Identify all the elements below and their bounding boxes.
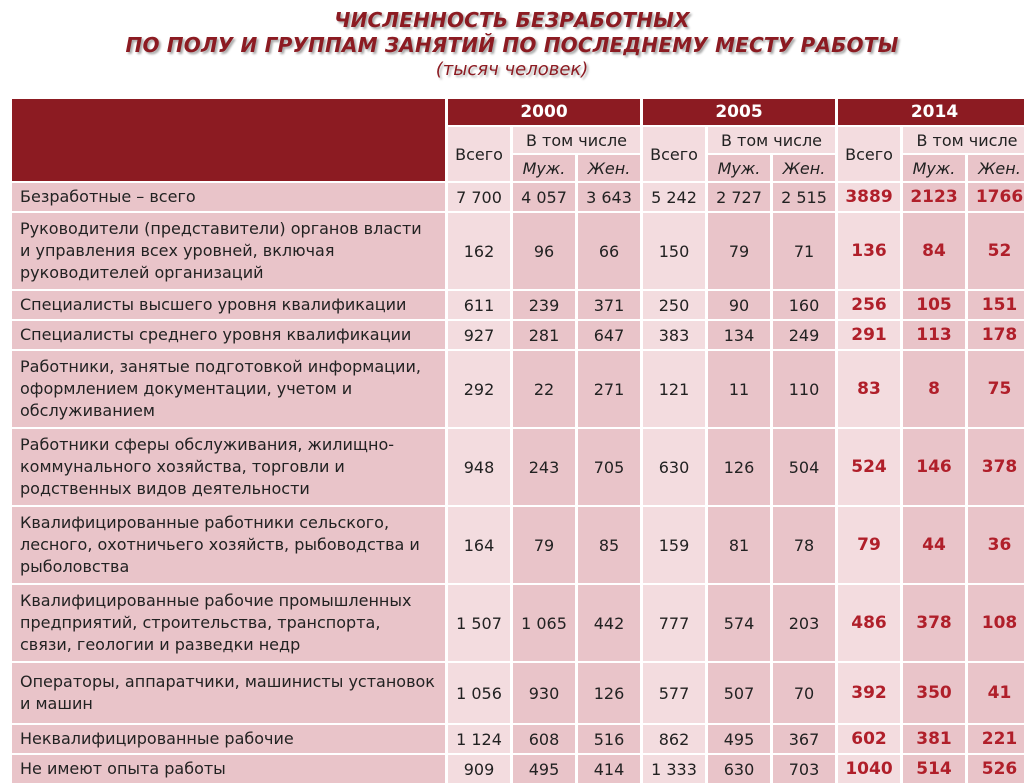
table-cell: 36 bbox=[968, 507, 1024, 583]
table-cell: 75 bbox=[968, 351, 1024, 427]
male-header-2000: Муж. bbox=[513, 155, 575, 181]
table-cell: 44 bbox=[903, 507, 965, 583]
units-subtitle: (тысяч человек) bbox=[435, 59, 589, 80]
table-cell: 495 bbox=[708, 725, 770, 753]
unemployment-table bbox=[12, 99, 1024, 783]
row-label: Работники сферы обслуживания, жилищно-коммунального хозяйства, торговли и родственных видов деятельности bbox=[12, 429, 445, 505]
table-cell: 371 bbox=[578, 291, 640, 319]
table-cell: 524 bbox=[838, 429, 900, 505]
table-cell: 504 bbox=[773, 429, 835, 505]
row-label: Работники, занятые подготовкой информации, оформлением документации, учетом и обслуживанием bbox=[12, 351, 445, 427]
table-header-corner bbox=[12, 99, 445, 181]
table-cell: 367 bbox=[773, 725, 835, 753]
row-label: Операторы, аппаратчики, машинисты установок и машин bbox=[12, 663, 445, 723]
table-cell: 79 bbox=[708, 213, 770, 289]
table-cell: 243 bbox=[513, 429, 575, 505]
table-cell: 126 bbox=[578, 663, 640, 723]
total-header-2005: Всего bbox=[643, 127, 705, 181]
table-cell: 8 bbox=[903, 351, 965, 427]
male-header-2014: Муж. bbox=[903, 155, 965, 181]
table-cell: 486 bbox=[838, 585, 900, 661]
table-cell: 647 bbox=[578, 321, 640, 349]
table-cell: 291 bbox=[838, 321, 900, 349]
male-header-2005: Муж. bbox=[708, 155, 770, 181]
table-cell: 948 bbox=[448, 429, 510, 505]
table-cell: 105 bbox=[903, 291, 965, 319]
table-cell: 71 bbox=[773, 213, 835, 289]
table-cell: 630 bbox=[643, 429, 705, 505]
table-cell: 4 057 bbox=[513, 183, 575, 211]
table-cell: 1040 bbox=[838, 755, 900, 783]
table-cell: 608 bbox=[513, 725, 575, 753]
total-header-2000: Всего bbox=[448, 127, 510, 181]
table-cell: 507 bbox=[708, 663, 770, 723]
table-cell: 22 bbox=[513, 351, 575, 427]
table-cell: 159 bbox=[643, 507, 705, 583]
including-header-2005: В том числе bbox=[708, 127, 835, 153]
table-cell: 164 bbox=[448, 507, 510, 583]
table-cell: 383 bbox=[643, 321, 705, 349]
table-cell: 249 bbox=[773, 321, 835, 349]
table-cell: 602 bbox=[838, 725, 900, 753]
table-cell: 79 bbox=[513, 507, 575, 583]
table-cell: 930 bbox=[513, 663, 575, 723]
table-cell: 514 bbox=[903, 755, 965, 783]
table-cell: 178 bbox=[968, 321, 1024, 349]
row-label: Специалисты высшего уровня квалификации bbox=[12, 291, 445, 319]
table-cell: 3 643 bbox=[578, 183, 640, 211]
table-cell: 927 bbox=[448, 321, 510, 349]
table-cell: 292 bbox=[448, 351, 510, 427]
table-cell: 1 065 bbox=[513, 585, 575, 661]
table-cell: 96 bbox=[513, 213, 575, 289]
table-cell: 134 bbox=[708, 321, 770, 349]
table-cell: 41 bbox=[968, 663, 1024, 723]
table-cell: 160 bbox=[773, 291, 835, 319]
table-cell: 66 bbox=[578, 213, 640, 289]
total-header-2014: Всего bbox=[838, 127, 900, 181]
title-line-2: ПО ПОЛУ И ГРУППАМ ЗАНЯТИЙ ПО ПОСЛЕДНЕМУ МЕСТУ РАБОТЫ bbox=[125, 33, 899, 57]
table-cell: 2 515 bbox=[773, 183, 835, 211]
row-label: Не имеют опыта работы bbox=[12, 755, 445, 783]
table-cell: 281 bbox=[513, 321, 575, 349]
table-cell: 250 bbox=[643, 291, 705, 319]
table-cell: 378 bbox=[903, 585, 965, 661]
table-cell: 1 507 bbox=[448, 585, 510, 661]
table-cell: 611 bbox=[448, 291, 510, 319]
row-label: Квалифицированные рабочие промышленных предприятий, строительства, транспорта, связи, геологии и разведки недр bbox=[12, 585, 445, 661]
table-cell: 703 bbox=[773, 755, 835, 783]
table-cell: 83 bbox=[838, 351, 900, 427]
table-cell: 108 bbox=[968, 585, 1024, 661]
table-cell: 121 bbox=[643, 351, 705, 427]
table-cell: 271 bbox=[578, 351, 640, 427]
table-cell: 79 bbox=[838, 507, 900, 583]
table-cell: 11 bbox=[708, 351, 770, 427]
table-cell: 414 bbox=[578, 755, 640, 783]
table-cell: 7 700 bbox=[448, 183, 510, 211]
table-cell: 110 bbox=[773, 351, 835, 427]
table-cell: 256 bbox=[838, 291, 900, 319]
table-cell: 5 242 bbox=[643, 183, 705, 211]
table-cell: 90 bbox=[708, 291, 770, 319]
table-cell: 221 bbox=[968, 725, 1024, 753]
table-cell: 70 bbox=[773, 663, 835, 723]
year-header-2005: 2005 bbox=[643, 99, 835, 125]
table-cell: 1 056 bbox=[448, 663, 510, 723]
table-cell: 136 bbox=[838, 213, 900, 289]
table-cell: 574 bbox=[708, 585, 770, 661]
title-line-1: ЧИСЛЕННОСТЬ БЕЗРАБОТНЫХ bbox=[334, 8, 690, 32]
table-cell: 392 bbox=[838, 663, 900, 723]
table-cell: 162 bbox=[448, 213, 510, 289]
table-cell: 78 bbox=[773, 507, 835, 583]
table-cell: 81 bbox=[708, 507, 770, 583]
table-cell: 909 bbox=[448, 755, 510, 783]
including-header-2014: В том числе bbox=[903, 127, 1024, 153]
table-cell: 1 333 bbox=[643, 755, 705, 783]
table-cell: 350 bbox=[903, 663, 965, 723]
female-header-2005: Жен. bbox=[773, 155, 835, 181]
table-cell: 777 bbox=[643, 585, 705, 661]
year-header-2014: 2014 bbox=[838, 99, 1024, 125]
table-cell: 442 bbox=[578, 585, 640, 661]
row-label: Квалифицированные работники сельского, лесного, охотничьего хозяйств, рыбоводства и рыболовства bbox=[12, 507, 445, 583]
table-cell: 526 bbox=[968, 755, 1024, 783]
table-cell: 495 bbox=[513, 755, 575, 783]
table-cell: 2123 bbox=[903, 183, 965, 211]
table-cell: 378 bbox=[968, 429, 1024, 505]
table-cell: 862 bbox=[643, 725, 705, 753]
table-cell: 146 bbox=[903, 429, 965, 505]
female-header-2014: Жен. bbox=[968, 155, 1024, 181]
table-cell: 126 bbox=[708, 429, 770, 505]
row-label: Специалисты среднего уровня квалификации bbox=[12, 321, 445, 349]
table-cell: 1 124 bbox=[448, 725, 510, 753]
table-cell: 705 bbox=[578, 429, 640, 505]
table-cell: 630 bbox=[708, 755, 770, 783]
table-cell: 85 bbox=[578, 507, 640, 583]
table-cell: 1766 bbox=[968, 183, 1024, 211]
female-header-2000: Жен. bbox=[578, 155, 640, 181]
table-cell: 577 bbox=[643, 663, 705, 723]
table-cell: 113 bbox=[903, 321, 965, 349]
table-cell: 3889 bbox=[838, 183, 900, 211]
year-header-2000: 2000 bbox=[448, 99, 640, 125]
title-block bbox=[0, 8, 1024, 82]
table-cell: 150 bbox=[643, 213, 705, 289]
row-label: Безработные – всего bbox=[12, 183, 445, 211]
table-cell: 239 bbox=[513, 291, 575, 319]
table-cell: 84 bbox=[903, 213, 965, 289]
table-cell: 52 bbox=[968, 213, 1024, 289]
row-label: Неквалифицированные рабочие bbox=[12, 725, 445, 753]
table-cell: 2 727 bbox=[708, 183, 770, 211]
including-header-2000: В том числе bbox=[513, 127, 640, 153]
table-cell: 151 bbox=[968, 291, 1024, 319]
table-cell: 516 bbox=[578, 725, 640, 753]
row-label: Руководители (представители) органов власти и управления всех уровней, включая руководителей организаций bbox=[12, 213, 445, 289]
table-cell: 203 bbox=[773, 585, 835, 661]
table-cell: 381 bbox=[903, 725, 965, 753]
